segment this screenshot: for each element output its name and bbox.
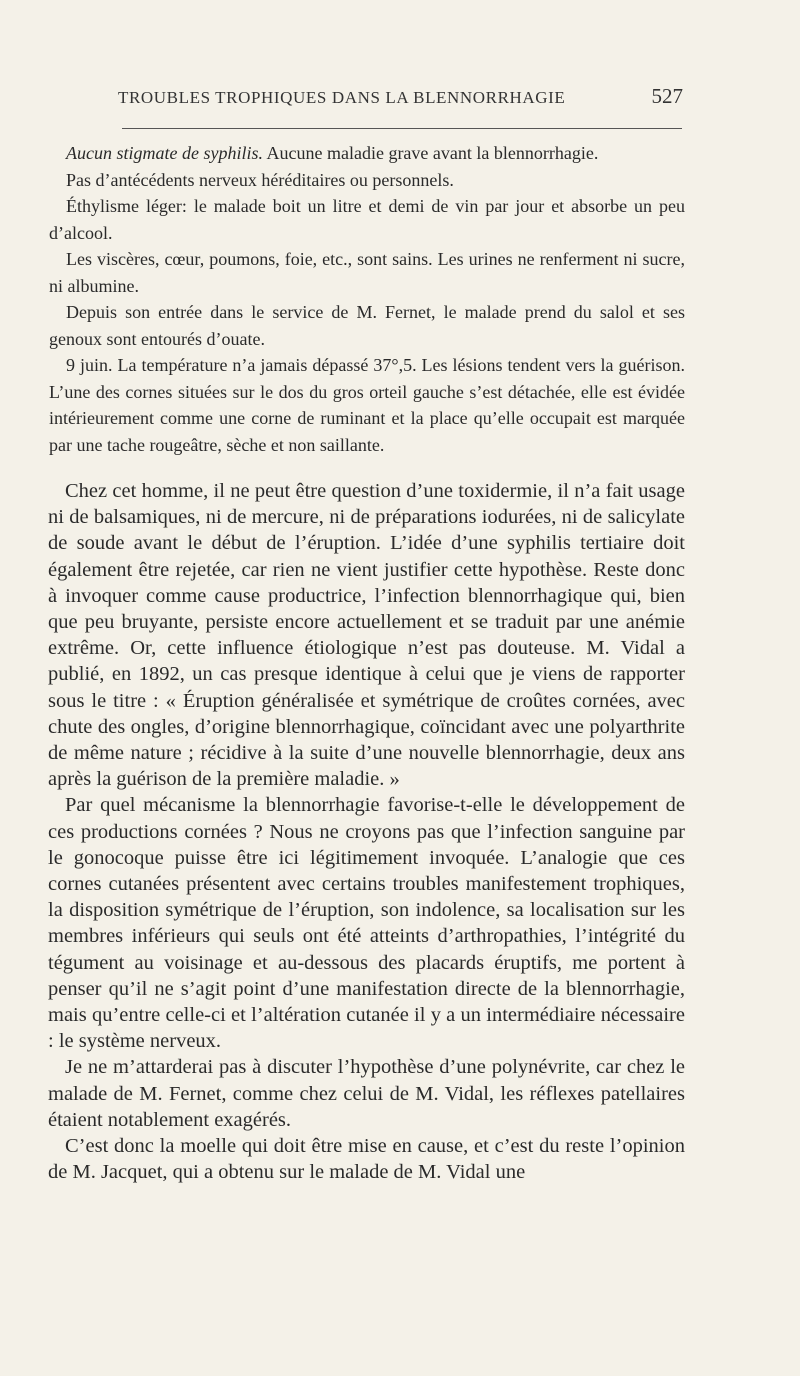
header-rule xyxy=(122,128,682,129)
observation-paragraph: Pas d’antécédents nerveux héréditaires ou personnels. xyxy=(66,169,454,190)
body-paragraph: Chez cet homme, il ne peut être question d’une toxidermie, il n’a fait usage ni de balsamiques, ni de mercure, ni de préparations iodurées, ni de salicylate de soude avant le début de l’éruption. L’idée d’une syphilis tertiaire doit également être rejetée, car rien ne vient justifier cette hypothèse. Reste donc à invoquer comme cause productrice, l’infection blennorrhagique qui, bien que peu bruyante, persiste encore actuellement et se traduit par une anémie extrême. Or, cette influence étiologique n’est pas douteuse. M. Vidal a publié, en 1892, un cas presque identique à celui que je viens de rapporter sous le titre : « Éruption généralisée et symétrique de croûtes cornées, avec chute des ongles, d’origine blennorrhagique, coïncidant avec une polyarthrite de même nature ; récidive à la suite d’une nouvelle blennorrhagie, deux ans après la guérison de la première maladie. » xyxy=(48,480,685,791)
case-observation xyxy=(49,140,685,458)
observation-paragraph: Aucun stigmate de syphilis. Aucune maladie grave avant la blennorrhagie. xyxy=(66,143,599,163)
observation-paragraph: 9 juin. La température n’a jamais dépassé 37°,5. Les lésions tendent vers la guérison. L’une des cornes situées sur le dos du gros orteil gauche s’est détachée, elle est évidée intérieurement comme une corne de ruminant et la place qu’elle occupait est marquée par une tache rougeâtre, sèche et non saillante. xyxy=(49,355,685,455)
italic-phrase: Aucun stigmate de syphilis. xyxy=(66,143,263,163)
body-paragraph: Par quel mécanisme la blennorrhagie favorise-t-elle le développement de ces productions cornées ? Nous ne croyons pas que l’infection sanguine par le gonocoque puisse être ici légitimement invoquée. L’analogie que ces cornes cutanées présentent avec certains troubles manifestement trophiques, la disposition symétrique de l’éruption, son indolence, sa localisation sur les membres inférieurs qui seuls ont été atteints d’arthropathies, l’intégrité du tégument au voisinage et au-dessous des placards éruptifs, me portent à penser qu’il ne s’agit point d’une manifestation directe de la blennorrhagie, mais qu’entre celle-ci et l’altération cutanée il y a un intermédiaire nécessaire : le système nerveux. xyxy=(48,794,685,1053)
running-title: TROUBLES TROPHIQUES DANS LA BLENNORRHAGIE xyxy=(118,88,566,107)
body-paragraph: C’est donc la moelle qui doit être mise en cause, et c’est du reste l’opinion de M. Jacquet, qui a obtenu sur le malade de M. Vidal une xyxy=(48,1135,685,1184)
observation-paragraph: Depuis son entrée dans le service de M. Fernet, le malade prend du salol et ses genoux sont entourés d’ouate. xyxy=(49,302,685,349)
main-commentary xyxy=(48,478,685,1185)
running-header xyxy=(118,84,683,108)
page-number: 527 xyxy=(651,84,683,108)
observation-paragraph: Éthylisme léger: le malade boit un litre et demi de vin par jour et absorbe un peu d’alcool. xyxy=(49,196,685,243)
body-paragraph: Je ne m’attarderai pas à discuter l’hypothèse d’une polynévrite, car chez le malade de M. Fernet, comme chez celui de M. Vidal, les réflexes patellaires étaient notablement exagérés. xyxy=(48,1056,685,1131)
observation-paragraph: Les viscères, cœur, poumons, foie, etc., sont sains. Les urines ne renferment ni sucre, ni albumine. xyxy=(49,249,685,296)
